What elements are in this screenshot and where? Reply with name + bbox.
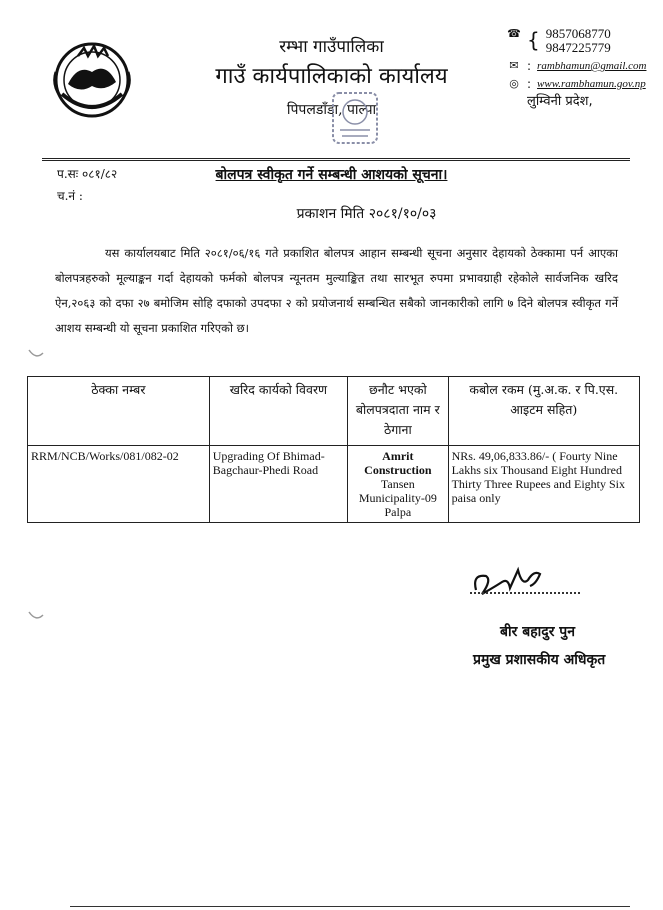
signatory-name: बीर बहादुर पुन [500,624,576,640]
tender-table [27,376,640,523]
office-stamp [330,90,380,146]
phone-number[interactable]: 9857068770 [545,26,611,41]
office-name: गाउँ कार्यपालिकाको कार्यालय [215,64,448,89]
bidder-name: Amrit Construction [364,449,432,477]
cell-description: Upgrading Of Bhimad-Bagchaur-Phedi Road [209,446,347,523]
punch-hole-mark [28,610,44,620]
email-link[interactable]: rambhamun@gmail.com [537,60,647,72]
municipality-name: रम्भा गाउँपालिका [279,37,384,57]
header-bidder: छनौट भएको बोलपत्रदाता नाम र ठेगाना [348,377,448,446]
notice-body: यस कार्यालयबाट मिति २०८१/०६/१६ गते प्रकाशित बोलपत्र आहान सम्बन्धी सूचना अनुसार देहायको ठेक्कामा पर्न आएका बोलपत्रहरुको मूल्याङ्कन गर्दा देहायको फर्मको बोलपत्र न्यूनतम मुल्याङ्कित तथा सारभूत रुपमा प्रभावग्राही रहेकोले सार्वजनिक खरिद ऐन,२०६३ को दफा २७ बमोजिम सोहि दफाको उपदफा २ को प्रयोजनार्थ सम्बन्धित सबैको जानकारीको लागि ७ दिने बोलपत्र स्वीकृत गर्ने आशय सम्बन्धी यो सूचना प्रकाशित गरिएको छ। [55,246,618,335]
table-row [28,446,640,523]
header-amount: कबोल रकम (मु.अ.क. र पि.एस. आइटम सहित) [448,377,639,446]
phone-number[interactable]: 9847225779 [545,40,611,55]
province-name: लुम्विनी प्रदेश, [527,94,593,109]
table-header-row [28,377,640,446]
signature [468,560,548,610]
punch-hole-mark [28,348,44,358]
footer-divider [70,906,630,907]
bidder-address: Tansen Municipality-09 Palpa [358,477,437,519]
reference-cn: च.नं : [57,189,83,203]
signature-line [470,592,580,594]
header-description: खरिद कार्यको विवरण [209,377,347,446]
email-icon: ✉ [509,59,519,72]
website-link[interactable]: www.rambhamun.gov.np [537,78,646,90]
header-contract-no: ठेक्का नम्बर [28,377,210,446]
cell-bidder [348,446,448,523]
cell-amount: NRs. 49,06,833.86/- ( Fourty Nine Lakhs six Thousand Eight Hundred Thirty Three Rupees and Eighty Six paisa only [448,446,639,523]
reference-ps: प.सः ०८१/८२ [57,167,118,181]
globe-icon: ◎ [509,77,519,90]
header-divider [42,158,630,161]
cell-contract-no: RRM/NCB/Works/081/082-02 [28,446,210,523]
signatory-title: प्रमुख प्रशासकीय अधिकृत [473,652,606,668]
phone-icon: ☎ [507,27,521,40]
notice-subject: बोलपत्र स्वीकृत गर्ने सम्बन्धी आशयको सूचना। [215,167,448,183]
publication-date: प्रकाशन मिति २०८१/१०/०३ [296,206,437,222]
contact-block: ☎ { 9857068770 9847225779 ✉ : rambhamun@gmail.com ◎ : www.rambhamun.gov.np लुम्विनी प्रदेश, [507,26,647,109]
office-address: पिपलडाँडा, पाल्पा [286,102,377,118]
